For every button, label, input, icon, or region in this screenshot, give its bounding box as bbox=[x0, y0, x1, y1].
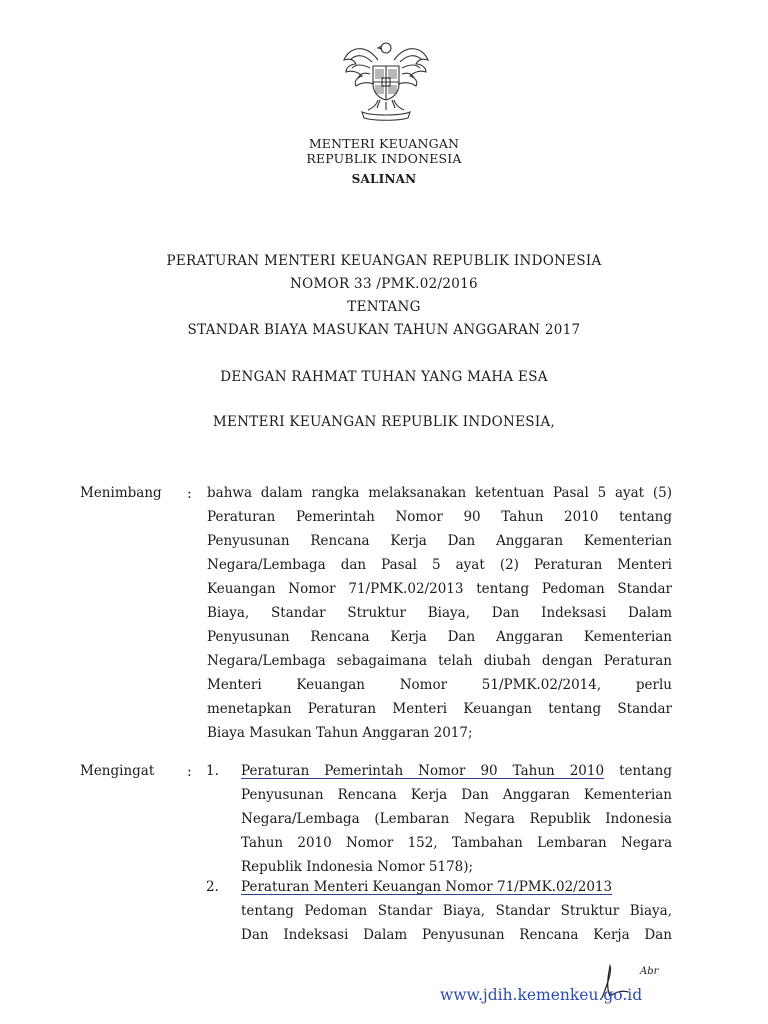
regulation-link-pmk-71-2013[interactable]: Peraturan Menteri Keuangan Nomor 71/PMK.02/2013 bbox=[241, 879, 613, 895]
regulation-link-pp-90-2010[interactable]: Peraturan Pemerintah Nomor 90 Tahun 2010 bbox=[241, 763, 605, 779]
footer-url-link[interactable]: www.jdih.kemenkeu.go.id bbox=[440, 986, 643, 1004]
mengingat-item-1 bbox=[241, 759, 672, 879]
item-first-line bbox=[241, 759, 672, 783]
mengingat-label: Mengingat bbox=[80, 763, 155, 779]
mengingat-item-2 bbox=[241, 875, 672, 947]
regulation-subject: STANDAR BIAYA MASUKAN TAHUN ANGGARAN 2017 bbox=[187, 322, 581, 338]
menimbang-paragraph bbox=[207, 481, 672, 745]
mengingat-colon: : bbox=[187, 764, 192, 780]
item-number-1: 1. bbox=[206, 763, 219, 779]
menimbang-line: Keuangan Nomor 71/PMK.02/2013 tentang Pedoman Standar bbox=[207, 581, 672, 597]
menimbang-label: Menimbang bbox=[80, 485, 162, 501]
initials: Abr bbox=[640, 966, 659, 977]
copy-label: SALINAN bbox=[351, 172, 417, 186]
regulation-title: PERATURAN MENTERI KEUANGAN REPUBLIK INDONESIA bbox=[166, 253, 602, 269]
menimbang-line: Negara/Lembaga dan Pasal 5 ayat (2) Peraturan Menteri bbox=[207, 557, 672, 573]
item-line: Penyusunan Rencana Kerja Dan Anggaran Kementerian bbox=[241, 787, 672, 803]
menimbang-line: Penyusunan Rencana Kerja Dan Anggaran Kementerian bbox=[207, 629, 672, 645]
item-first-line bbox=[241, 875, 672, 899]
item-first-rest: tentang bbox=[619, 763, 673, 779]
item-line: Dan Indeksasi Dalam Penyusunan Rencana Kerja Dan bbox=[241, 927, 672, 943]
minister-heading: MENTERI KEUANGAN REPUBLIK INDONESIA, bbox=[212, 414, 556, 430]
menimbang-line: Negara/Lembaga sebagaimana telah diubah dengan Peraturan bbox=[207, 653, 672, 669]
menimbang-line: Menteri Keuangan Nomor 51/PMK.02/2014, perlu bbox=[207, 677, 672, 693]
menimbang-line: Biaya, Standar Struktur Biaya, Dan Indeksasi Dalam bbox=[207, 605, 672, 621]
menimbang-line: bahwa dalam rangka melaksanakan ketentuan Pasal 5 ayat (5) bbox=[207, 485, 672, 501]
menimbang-line: Peraturan Pemerintah Nomor 90 Tahun 2010 tentang bbox=[207, 509, 672, 525]
menimbang-line: menetapkan Peraturan Menteri Keuangan tentang Standar bbox=[207, 701, 672, 717]
menimbang-line: Penyusunan Rencana Kerja Dan Anggaran Kementerian bbox=[207, 533, 672, 549]
garuda-emblem-icon bbox=[336, 38, 436, 122]
item-line: tentang Pedoman Standar Biaya, Standar Struktur Biaya, bbox=[241, 903, 672, 919]
ministry-line-2: REPUBLIK INDONESIA bbox=[306, 151, 462, 166]
menimbang-line: Biaya Masukan Tahun Anggaran 2017; bbox=[207, 725, 473, 741]
regulation-tentang: TENTANG bbox=[347, 299, 421, 315]
invocation: DENGAN RAHMAT TUHAN YANG MAHA ESA bbox=[220, 369, 548, 385]
ministry-line-1: MENTERI KEUANGAN bbox=[308, 136, 460, 151]
regulation-number: NOMOR 33 /PMK.02/2016 bbox=[290, 276, 478, 292]
menimbang-colon: : bbox=[187, 486, 192, 502]
item-line: Negara/Lembaga (Lembaran Negara Republik Indonesia bbox=[241, 811, 672, 827]
item-line: Republik Indonesia Nomor 5178); bbox=[241, 859, 474, 875]
item-number-2: 2. bbox=[206, 879, 219, 895]
item-line: Tahun 2010 Nomor 152, Tambahan Lembaran Negara bbox=[241, 835, 672, 851]
